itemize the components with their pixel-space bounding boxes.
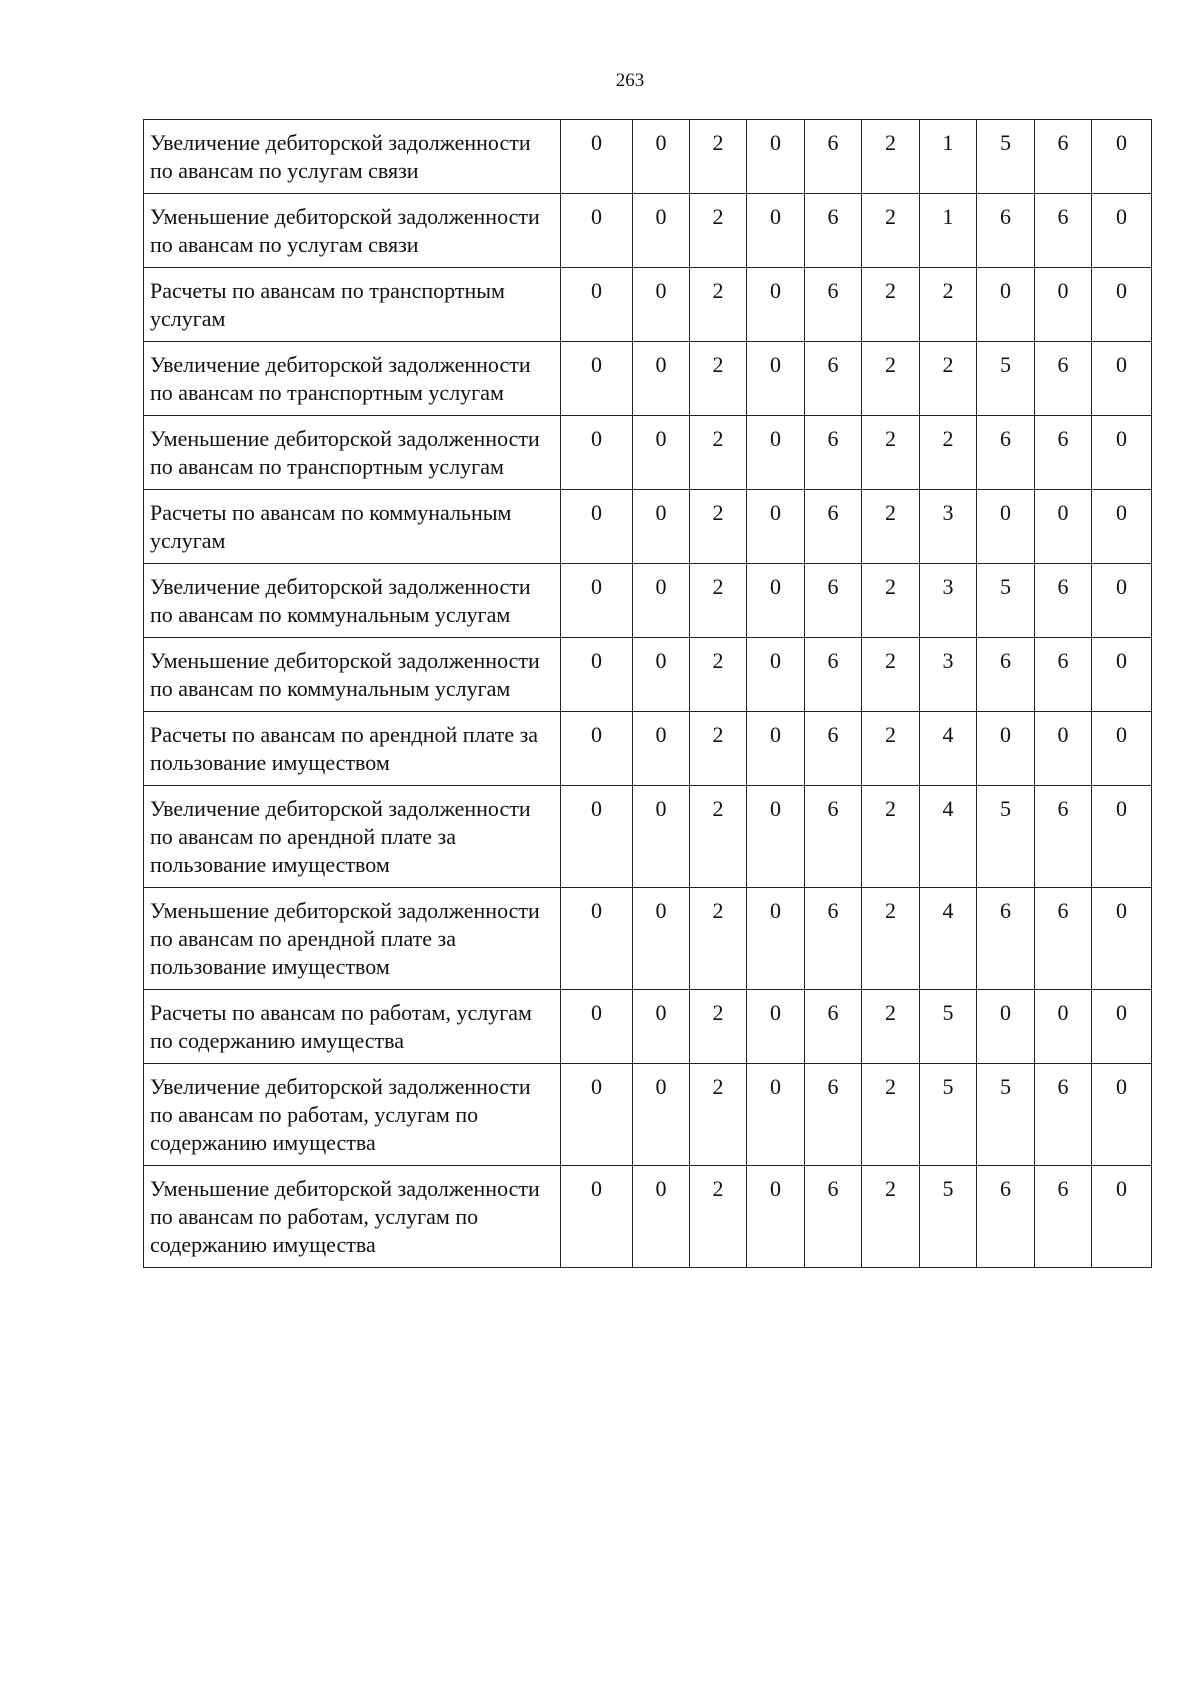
code-digit: 4 bbox=[920, 786, 977, 888]
code-digit: 0 bbox=[561, 490, 633, 564]
code-digit: 6 bbox=[1035, 194, 1092, 268]
code-digit: 5 bbox=[977, 1064, 1035, 1166]
code-digit: 0 bbox=[633, 1064, 690, 1166]
code-digit: 0 bbox=[561, 1166, 633, 1268]
code-digit: 0 bbox=[1035, 712, 1092, 786]
code-digit: 2 bbox=[862, 1166, 920, 1268]
code-digit: 0 bbox=[561, 416, 633, 490]
code-digit: 2 bbox=[920, 268, 977, 342]
code-digit: 2 bbox=[690, 1166, 747, 1268]
code-digit: 6 bbox=[1035, 888, 1092, 990]
code-digit: 6 bbox=[977, 1166, 1035, 1268]
code-digit: 6 bbox=[805, 342, 862, 416]
code-digit: 6 bbox=[1035, 342, 1092, 416]
code-digit: 0 bbox=[747, 712, 805, 786]
code-digit: 0 bbox=[1092, 490, 1152, 564]
code-digit: 0 bbox=[633, 786, 690, 888]
code-digit: 2 bbox=[862, 1064, 920, 1166]
code-digit: 0 bbox=[747, 1166, 805, 1268]
code-digit: 2 bbox=[690, 564, 747, 638]
code-digit: 0 bbox=[1092, 990, 1152, 1064]
code-digit: 6 bbox=[805, 1166, 862, 1268]
table-row bbox=[144, 268, 1152, 342]
code-digit: 6 bbox=[805, 638, 862, 712]
code-digit: 0 bbox=[747, 990, 805, 1064]
code-digit: 0 bbox=[633, 990, 690, 1064]
code-digit: 0 bbox=[747, 1064, 805, 1166]
code-digit: 6 bbox=[805, 990, 862, 1064]
code-digit: 0 bbox=[561, 564, 633, 638]
code-digit: 5 bbox=[920, 1064, 977, 1166]
code-digit: 0 bbox=[633, 342, 690, 416]
row-label: Уменьшение дебиторской задолженности по авансам по арендной плате за пользование имуществом bbox=[144, 888, 561, 990]
code-digit: 2 bbox=[862, 638, 920, 712]
code-digit: 0 bbox=[561, 342, 633, 416]
code-digit: 0 bbox=[561, 1064, 633, 1166]
table-row bbox=[144, 564, 1152, 638]
table-row bbox=[144, 490, 1152, 564]
code-digit: 6 bbox=[977, 194, 1035, 268]
code-digit: 0 bbox=[1092, 1166, 1152, 1268]
code-digit: 0 bbox=[1035, 268, 1092, 342]
code-digit: 6 bbox=[977, 638, 1035, 712]
table-row bbox=[144, 416, 1152, 490]
code-digit: 5 bbox=[977, 120, 1035, 194]
code-digit: 0 bbox=[1092, 786, 1152, 888]
code-digit: 0 bbox=[1092, 416, 1152, 490]
code-digit: 6 bbox=[1035, 786, 1092, 888]
code-digit: 2 bbox=[690, 786, 747, 888]
table-row bbox=[144, 990, 1152, 1064]
code-digit: 2 bbox=[690, 120, 747, 194]
code-digit: 6 bbox=[805, 712, 862, 786]
code-digit: 6 bbox=[805, 268, 862, 342]
code-digit: 2 bbox=[862, 786, 920, 888]
code-digit: 2 bbox=[862, 342, 920, 416]
code-digit: 0 bbox=[633, 564, 690, 638]
code-digit: 2 bbox=[690, 712, 747, 786]
table-row bbox=[144, 342, 1152, 416]
code-digit: 6 bbox=[1035, 1166, 1092, 1268]
code-digit: 5 bbox=[977, 564, 1035, 638]
code-digit: 0 bbox=[747, 638, 805, 712]
code-digit: 2 bbox=[690, 194, 747, 268]
row-label: Расчеты по авансам по коммунальным услугам bbox=[144, 490, 561, 564]
code-digit: 0 bbox=[633, 638, 690, 712]
code-digit: 2 bbox=[862, 712, 920, 786]
code-digit: 2 bbox=[690, 638, 747, 712]
code-digit: 3 bbox=[920, 490, 977, 564]
code-digit: 2 bbox=[862, 490, 920, 564]
code-digit: 0 bbox=[747, 268, 805, 342]
code-digit: 2 bbox=[690, 416, 747, 490]
code-digit: 6 bbox=[805, 120, 862, 194]
code-digit: 0 bbox=[633, 1166, 690, 1268]
row-label: Уменьшение дебиторской задолженности по авансам по услугам связи bbox=[144, 194, 561, 268]
code-digit: 1 bbox=[920, 120, 977, 194]
table-row bbox=[144, 786, 1152, 888]
page-number: 263 bbox=[615, 70, 645, 91]
code-digit: 2 bbox=[920, 416, 977, 490]
code-digit: 0 bbox=[633, 268, 690, 342]
row-label: Уменьшение дебиторской задолженности по авансам по транспортным услугам bbox=[144, 416, 561, 490]
code-digit: 0 bbox=[633, 490, 690, 564]
row-label: Уменьшение дебиторской задолженности по авансам по коммунальным услугам bbox=[144, 638, 561, 712]
table-row bbox=[144, 888, 1152, 990]
code-digit: 6 bbox=[805, 564, 862, 638]
code-digit: 2 bbox=[862, 564, 920, 638]
code-digit: 0 bbox=[1035, 490, 1092, 564]
code-digit: 6 bbox=[805, 786, 862, 888]
code-digit: 0 bbox=[561, 120, 633, 194]
code-digit: 0 bbox=[977, 268, 1035, 342]
code-digit: 0 bbox=[747, 416, 805, 490]
code-digit: 0 bbox=[1092, 564, 1152, 638]
code-digit: 0 bbox=[747, 564, 805, 638]
code-digit: 2 bbox=[862, 194, 920, 268]
code-digit: 0 bbox=[1092, 342, 1152, 416]
code-digit: 0 bbox=[747, 194, 805, 268]
code-digit: 0 bbox=[561, 268, 633, 342]
code-digit: 0 bbox=[561, 990, 633, 1064]
code-digit: 0 bbox=[1092, 194, 1152, 268]
row-label: Увеличение дебиторской задолженности по авансам по арендной плате за пользование имуществом bbox=[144, 786, 561, 888]
code-digit: 0 bbox=[561, 194, 633, 268]
row-label: Увеличение дебиторской задолженности по авансам по транспортным услугам bbox=[144, 342, 561, 416]
account-codes-table bbox=[143, 119, 1152, 1268]
code-digit: 0 bbox=[1092, 1064, 1152, 1166]
code-digit: 2 bbox=[690, 1064, 747, 1166]
code-digit: 6 bbox=[805, 416, 862, 490]
code-digit: 2 bbox=[862, 268, 920, 342]
code-digit: 2 bbox=[690, 990, 747, 1064]
code-digit: 0 bbox=[747, 888, 805, 990]
code-digit: 0 bbox=[633, 416, 690, 490]
code-digit: 6 bbox=[805, 888, 862, 990]
code-digit: 5 bbox=[920, 990, 977, 1064]
code-digit: 0 bbox=[1092, 120, 1152, 194]
row-label: Увеличение дебиторской задолженности по авансам по работам, услугам по содержанию имущества bbox=[144, 1064, 561, 1166]
code-digit: 0 bbox=[1092, 268, 1152, 342]
code-digit: 2 bbox=[920, 342, 977, 416]
code-digit: 0 bbox=[633, 888, 690, 990]
code-digit: 0 bbox=[561, 786, 633, 888]
code-digit: 0 bbox=[747, 490, 805, 564]
code-digit: 6 bbox=[1035, 1064, 1092, 1166]
code-digit: 2 bbox=[690, 268, 747, 342]
code-digit: 6 bbox=[805, 490, 862, 564]
code-digit: 0 bbox=[561, 638, 633, 712]
code-digit: 0 bbox=[977, 990, 1035, 1064]
code-digit: 2 bbox=[862, 416, 920, 490]
code-digit: 0 bbox=[747, 786, 805, 888]
code-digit: 4 bbox=[920, 712, 977, 786]
code-digit: 4 bbox=[920, 888, 977, 990]
code-digit: 0 bbox=[633, 712, 690, 786]
table-row bbox=[144, 712, 1152, 786]
code-digit: 0 bbox=[1035, 990, 1092, 1064]
code-digit: 6 bbox=[805, 1064, 862, 1166]
code-digit: 0 bbox=[1092, 712, 1152, 786]
table-row bbox=[144, 638, 1152, 712]
row-label: Увеличение дебиторской задолженности по авансам по услугам связи bbox=[144, 120, 561, 194]
code-digit: 0 bbox=[633, 194, 690, 268]
code-digit: 2 bbox=[862, 888, 920, 990]
code-digit: 0 bbox=[977, 490, 1035, 564]
code-digit: 2 bbox=[690, 888, 747, 990]
table-row bbox=[144, 1064, 1152, 1166]
code-digit: 6 bbox=[1035, 416, 1092, 490]
code-digit: 5 bbox=[977, 342, 1035, 416]
code-digit: 0 bbox=[1092, 888, 1152, 990]
code-digit: 6 bbox=[977, 416, 1035, 490]
code-digit: 0 bbox=[977, 712, 1035, 786]
code-digit: 5 bbox=[920, 1166, 977, 1268]
code-digit: 6 bbox=[1035, 564, 1092, 638]
table-row bbox=[144, 194, 1152, 268]
code-digit: 0 bbox=[561, 712, 633, 786]
table-row bbox=[144, 120, 1152, 194]
row-label: Увеличение дебиторской задолженности по авансам по коммунальным услугам bbox=[144, 564, 561, 638]
code-digit: 6 bbox=[977, 888, 1035, 990]
code-digit: 0 bbox=[561, 888, 633, 990]
code-digit: 0 bbox=[747, 120, 805, 194]
code-digit: 5 bbox=[977, 786, 1035, 888]
code-digit: 0 bbox=[1092, 638, 1152, 712]
code-digit: 2 bbox=[862, 120, 920, 194]
code-digit: 6 bbox=[805, 194, 862, 268]
code-digit: 2 bbox=[690, 490, 747, 564]
code-digit: 3 bbox=[920, 564, 977, 638]
row-label: Расчеты по авансам по транспортным услугам bbox=[144, 268, 561, 342]
code-digit: 0 bbox=[633, 120, 690, 194]
row-label: Уменьшение дебиторской задолженности по авансам по работам, услугам по содержанию имущества bbox=[144, 1166, 561, 1268]
code-digit: 2 bbox=[862, 990, 920, 1064]
table-row bbox=[144, 1166, 1152, 1268]
code-digit: 2 bbox=[690, 342, 747, 416]
row-label: Расчеты по авансам по работам, услугам по содержанию имущества bbox=[144, 990, 561, 1064]
code-digit: 6 bbox=[1035, 120, 1092, 194]
code-digit: 0 bbox=[747, 342, 805, 416]
row-label: Расчеты по авансам по арендной плате за пользование имуществом bbox=[144, 712, 561, 786]
code-digit: 1 bbox=[920, 194, 977, 268]
code-digit: 6 bbox=[1035, 638, 1092, 712]
code-digit: 3 bbox=[920, 638, 977, 712]
